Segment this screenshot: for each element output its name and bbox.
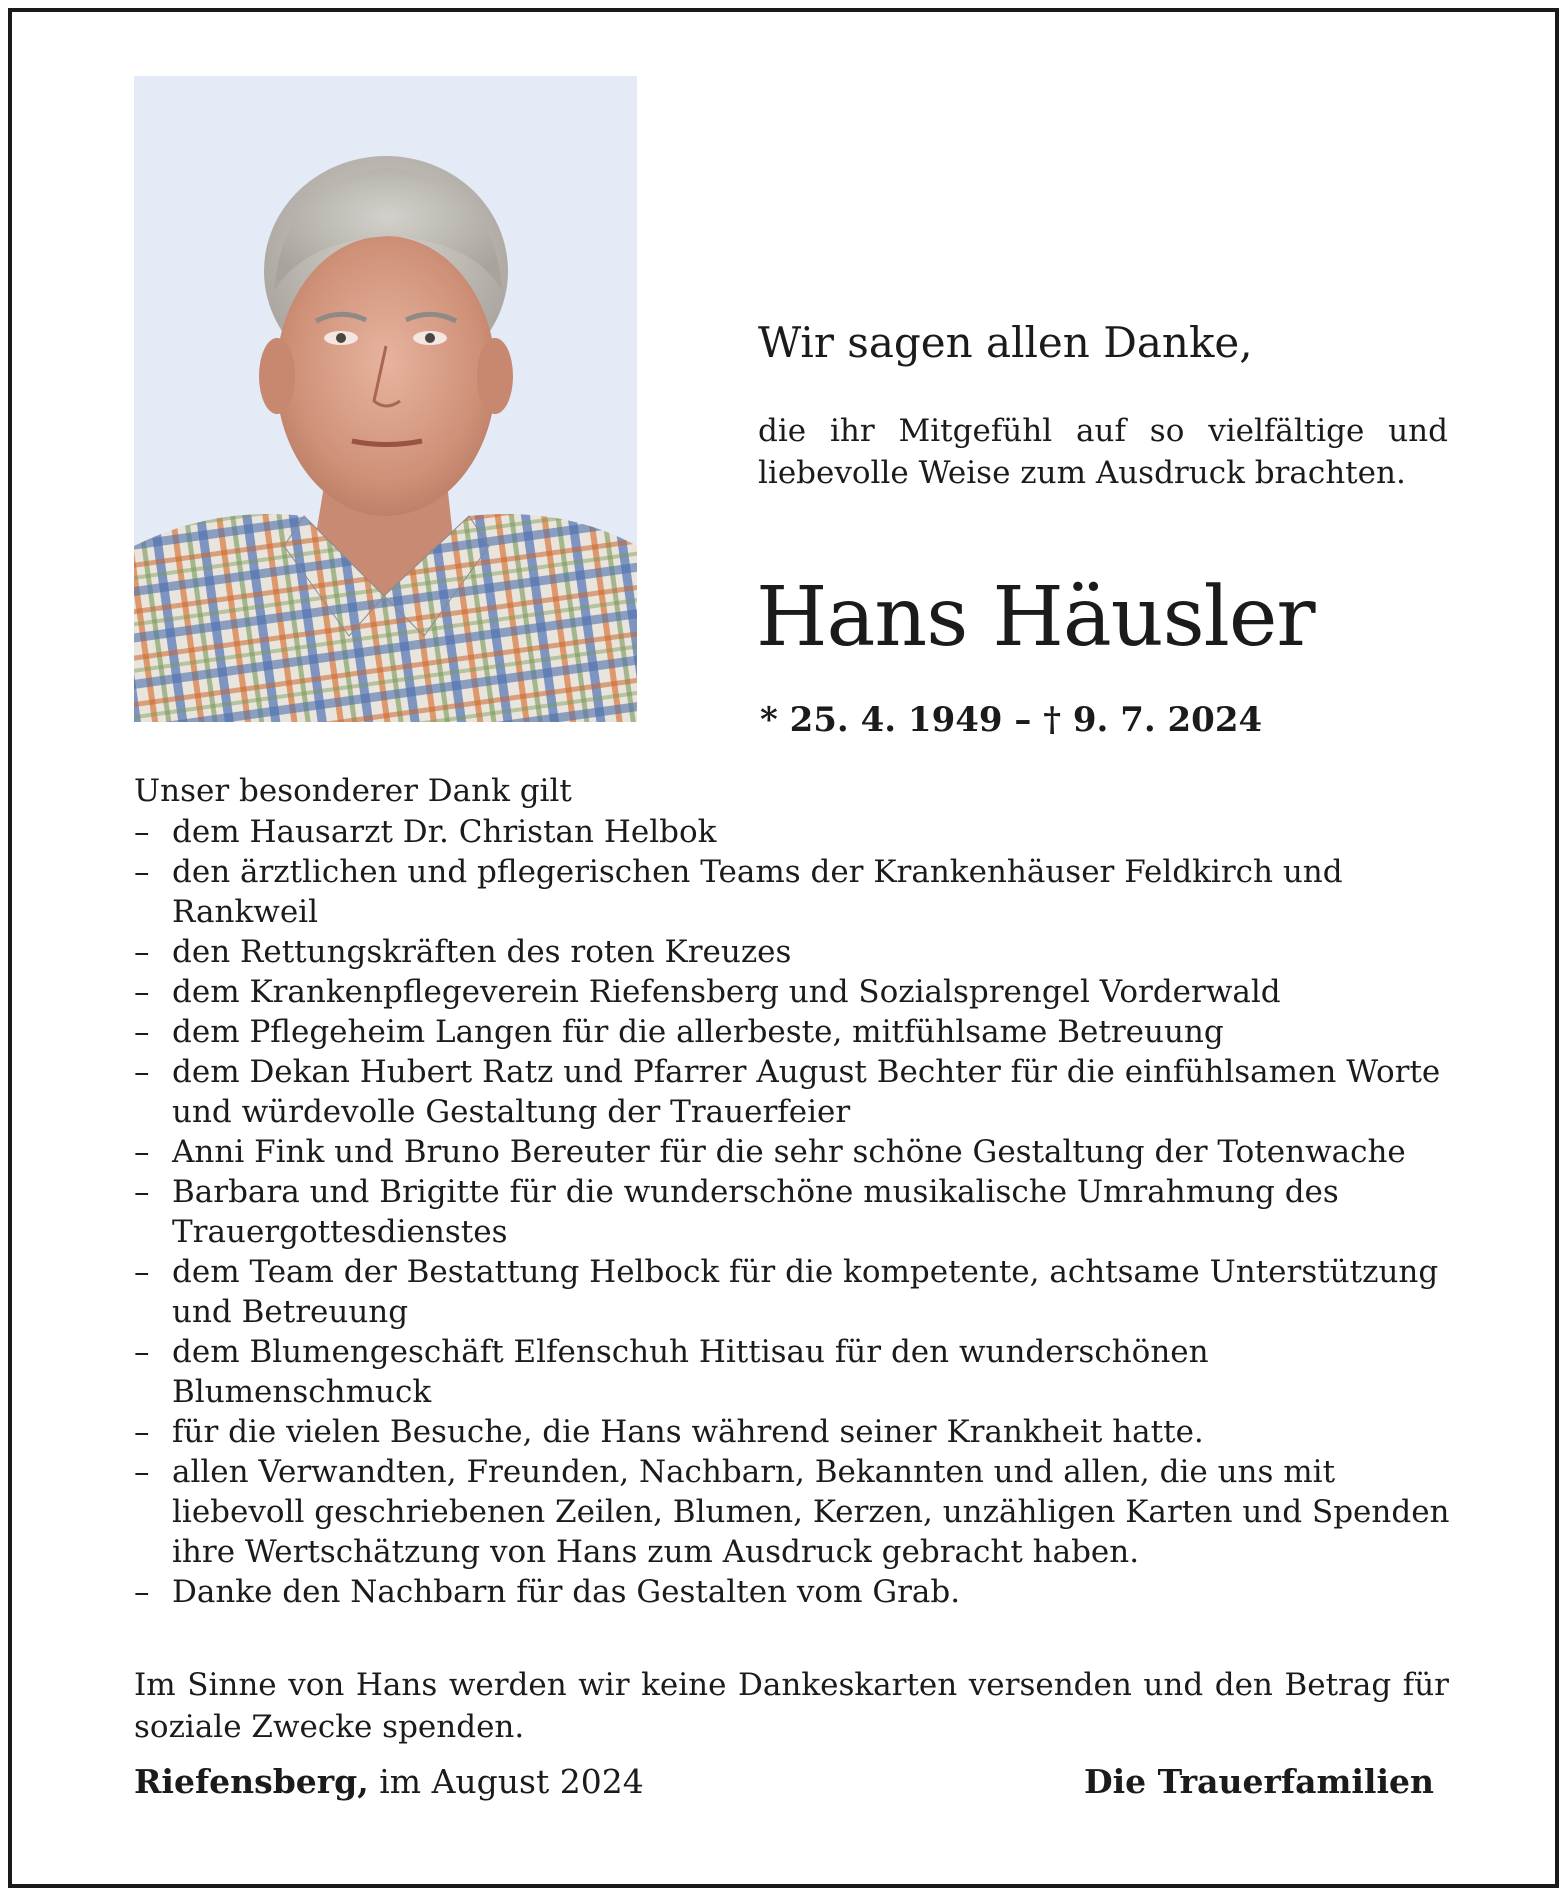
thanks-list-item: – dem Team der Bestattung Helbock für die kompetente, achtsame Unterstützung und Betreuung xyxy=(134,1252,1452,1332)
portrait-image xyxy=(134,76,637,722)
thanks-subtitle xyxy=(758,410,1448,494)
signature: Die Trauerfamilien xyxy=(1083,1762,1434,1801)
thanks-list-item: – dem Pflegeheim Langen für die allerbeste, mitfühlsame Betreuung xyxy=(134,1012,1452,1052)
thanks-list-item: – den ärztlichen und pflegerischen Teams der Krankenhäuser Feldkirch und Rankweil xyxy=(134,852,1452,932)
thanks-list-item: – Danke den Nachbarn für das Gestalten vom Grab. xyxy=(134,1572,1452,1612)
thanks-list-item: – für die vielen Besuche, die Hans während seiner Krankheit hatte. xyxy=(134,1412,1452,1452)
thanks-list-item: – dem Krankenpflegeverein Riefensberg und Sozialsprengel Vorderwald xyxy=(134,972,1452,1012)
place-date xyxy=(134,1762,644,1801)
thanks-list-item: – Barbara und Brigitte für die wunderschöne musikalische Umrahmung des Trauergottesdienstes xyxy=(134,1172,1452,1252)
thanks-list-item: – dem Blumengeschäft Elfenschuh Hittisau für den wunderschönen Blumenschmuck xyxy=(134,1332,1452,1412)
thanks-line: die ihr Mitgefühl auf so vielfältige und xyxy=(758,413,1448,449)
place: Riefensberg, xyxy=(134,1762,369,1801)
date: im August 2024 xyxy=(379,1762,644,1801)
thanks-intro: Unser besonderer Dank gilt xyxy=(134,773,572,809)
closing-text: Im Sinne von Hans werden wir keine Dankeskarten versenden und den Betrag für soziale Zwecke spenden. xyxy=(134,1667,1449,1745)
thanks-line: liebevolle Weise zum Ausdruck brachten. xyxy=(758,455,1406,491)
thanks-list xyxy=(134,812,1452,1612)
notice-frame xyxy=(8,8,1559,1888)
life-dates: * 25. 4. 1949 – † 9. 7. 2024 xyxy=(760,700,1263,740)
thanks-list-item: – dem Hausarzt Dr. Christan Helbok xyxy=(134,812,1452,852)
thanks-title: Wir sagen allen Danke, xyxy=(758,318,1253,367)
thanks-list-item: – Anni Fink und Bruno Bereuter für die sehr schöne Gestaltung der Totenwache xyxy=(134,1132,1452,1172)
thanks-list-item: – dem Dekan Hubert Ratz und Pfarrer August Bechter für die einfühlsamen Worte und würdevolle Gestaltung der Trauerfeier xyxy=(134,1052,1452,1132)
thanks-list-item: – den Rettungskräften des roten Kreuzes xyxy=(134,932,1452,972)
deceased-name: Hans Häusler xyxy=(756,570,1315,665)
portrait-photo xyxy=(134,76,637,722)
thanks-list-item: – allen Verwandten, Freunden, Nachbarn, Bekannten und allen, die uns mit liebevoll geschriebenen Zeilen, Blumen, Kerzen, unzähligen Karten und Spenden ihre Wertschätzung von Hans zum Ausdruck gebracht haben. xyxy=(134,1452,1452,1572)
